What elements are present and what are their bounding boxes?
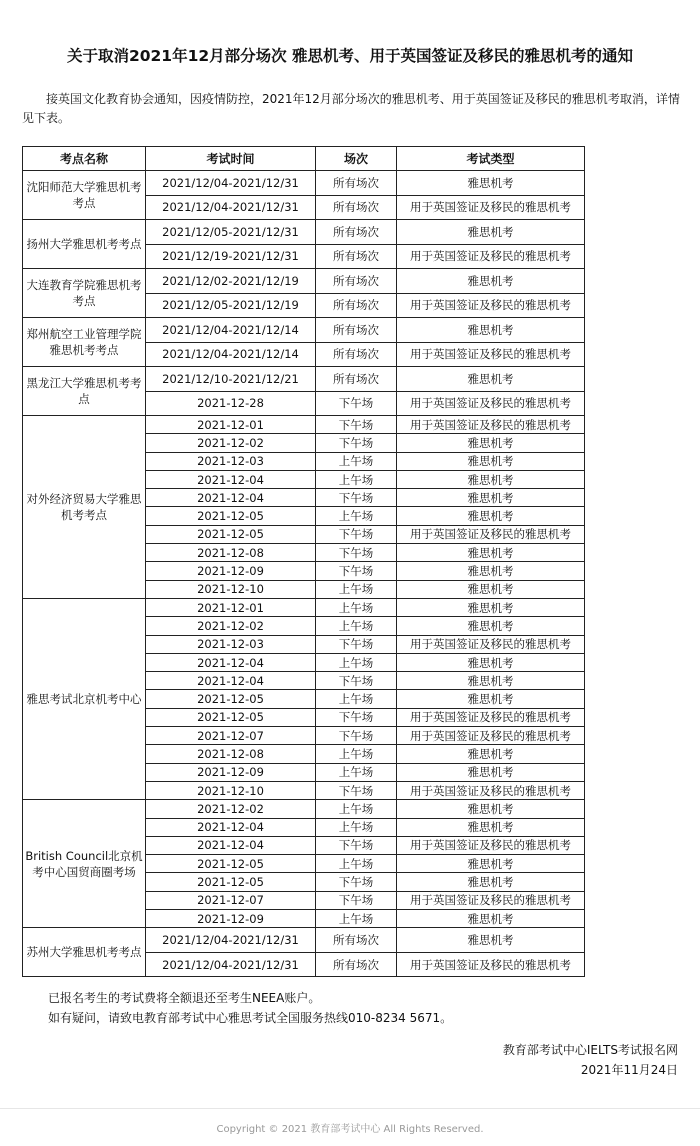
session-cell: 下午场 <box>316 391 397 416</box>
table-row <box>23 598 585 616</box>
site-name-cell: 大连教育学院雅思机考考点 <box>23 269 146 318</box>
exam-type-cell: 雅思机考 <box>397 580 585 598</box>
exam-type-cell: 用于英国签证及移民的雅思机考 <box>397 891 585 909</box>
session-cell: 下午场 <box>316 708 397 726</box>
site-name-cell: 苏州大学雅思机考考点 <box>23 928 146 977</box>
exam-time-cell: 2021-12-09 <box>146 562 316 580</box>
exam-type-cell: 雅思机考 <box>397 544 585 562</box>
exam-time-cell: 2021-12-05 <box>146 855 316 873</box>
session-cell: 所有场次 <box>316 928 397 953</box>
session-cell: 下午场 <box>316 416 397 434</box>
copyright-footer: Copyright © 2021 教育部考试中心 All Rights Reserved. <box>216 1124 484 1135</box>
session-cell: 所有场次 <box>316 367 397 392</box>
note-hotline: 如有疑问，请致电教育部考试中心雅思考试全国服务热线010-8234 5671。 <box>48 1011 453 1025</box>
exam-time-cell: 2021/12/02-2021/12/19 <box>146 269 316 294</box>
session-cell: 上午场 <box>316 910 397 928</box>
exam-type-cell: 用于英国签证及移民的雅思机考 <box>397 195 585 220</box>
exam-type-cell: 用于英国签证及移民的雅思机考 <box>397 342 585 367</box>
header-session: 场次 <box>316 147 397 171</box>
session-cell: 下午场 <box>316 836 397 854</box>
session-cell: 所有场次 <box>316 952 397 977</box>
session-cell: 下午场 <box>316 672 397 690</box>
exam-time-cell: 2021-12-02 <box>146 800 316 818</box>
session-cell: 所有场次 <box>316 293 397 318</box>
exam-type-cell: 雅思机考 <box>397 470 585 488</box>
session-cell: 上午场 <box>316 800 397 818</box>
exam-type-cell: 雅思机考 <box>397 745 585 763</box>
session-cell: 所有场次 <box>316 342 397 367</box>
exam-type-cell: 雅思机考 <box>397 269 585 294</box>
table-row <box>23 318 585 343</box>
exam-time-cell: 2021/12/04-2021/12/31 <box>146 171 316 196</box>
signature <box>503 1040 678 1080</box>
session-cell: 所有场次 <box>316 318 397 343</box>
exam-time-cell: 2021-12-04 <box>146 836 316 854</box>
exam-time-cell: 2021-12-07 <box>146 727 316 745</box>
session-cell: 下午场 <box>316 781 397 799</box>
exam-time-cell: 2021-12-02 <box>146 434 316 452</box>
footer-divider <box>0 1108 700 1109</box>
site-name-cell: 对外经济贸易大学雅思机考考点 <box>23 416 146 599</box>
exam-type-cell: 用于英国签证及移民的雅思机考 <box>397 836 585 854</box>
header-site: 考点名称 <box>23 147 146 171</box>
cancellation-table <box>22 146 585 977</box>
exam-type-cell: 雅思机考 <box>397 763 585 781</box>
exam-time-cell: 2021-12-08 <box>146 745 316 763</box>
site-name-cell: 郑州航空工业管理学院雅思机考考点 <box>23 318 146 367</box>
exam-time-cell: 2021/12/04-2021/12/31 <box>146 952 316 977</box>
site-name-cell: British Council北京机考中心国贸商圈考场 <box>23 800 146 928</box>
exam-time-cell: 2021/12/10-2021/12/21 <box>146 367 316 392</box>
session-cell: 上午场 <box>316 507 397 525</box>
exam-type-cell: 雅思机考 <box>397 434 585 452</box>
exam-time-cell: 2021-12-01 <box>146 598 316 616</box>
table-row <box>23 800 585 818</box>
session-cell: 上午场 <box>316 763 397 781</box>
exam-time-cell: 2021-12-05 <box>146 708 316 726</box>
exam-type-cell: 用于英国签证及移民的雅思机考 <box>397 416 585 434</box>
exam-type-cell: 雅思机考 <box>397 672 585 690</box>
exam-time-cell: 2021-12-07 <box>146 891 316 909</box>
exam-type-cell: 雅思机考 <box>397 910 585 928</box>
exam-time-cell: 2021/12/19-2021/12/31 <box>146 244 316 269</box>
note-refund: 已报名考生的考试费将全额退还至考生NEEA账户。 <box>48 991 321 1005</box>
signature-date: 2021年11月24日 <box>580 1063 678 1077</box>
exam-time-cell: 2021-12-05 <box>146 690 316 708</box>
exam-type-cell: 雅思机考 <box>397 562 585 580</box>
exam-time-cell: 2021/12/04-2021/12/14 <box>146 318 316 343</box>
exam-type-cell: 雅思机考 <box>397 617 585 635</box>
session-cell: 所有场次 <box>316 220 397 245</box>
exam-type-cell: 用于英国签证及移民的雅思机考 <box>397 391 585 416</box>
exam-time-cell: 2021-12-05 <box>146 873 316 891</box>
exam-type-cell: 用于英国签证及移民的雅思机考 <box>397 244 585 269</box>
exam-type-cell: 雅思机考 <box>397 367 585 392</box>
session-cell: 上午场 <box>316 855 397 873</box>
exam-time-cell: 2021/12/05-2021/12/19 <box>146 293 316 318</box>
exam-time-cell: 2021-12-05 <box>146 507 316 525</box>
exam-type-cell: 用于英国签证及移民的雅思机考 <box>397 781 585 799</box>
exam-time-cell: 2021-12-04 <box>146 489 316 507</box>
session-cell: 所有场次 <box>316 171 397 196</box>
exam-time-cell: 2021-12-01 <box>146 416 316 434</box>
session-cell: 下午场 <box>316 562 397 580</box>
exam-time-cell: 2021-12-09 <box>146 910 316 928</box>
exam-time-cell: 2021/12/05-2021/12/31 <box>146 220 316 245</box>
table-row <box>23 269 585 294</box>
exam-type-cell: 雅思机考 <box>397 171 585 196</box>
exam-time-cell: 2021-12-02 <box>146 617 316 635</box>
exam-type-cell: 用于英国签证及移民的雅思机考 <box>397 525 585 543</box>
exam-time-cell: 2021-12-10 <box>146 781 316 799</box>
session-cell: 下午场 <box>316 434 397 452</box>
session-cell: 上午场 <box>316 818 397 836</box>
table-header-row <box>23 147 585 171</box>
signature-org: 教育部考试中心IELTS考试报名网 <box>502 1043 678 1057</box>
session-cell: 所有场次 <box>316 269 397 294</box>
exam-type-cell: 雅思机考 <box>397 873 585 891</box>
exam-type-cell: 雅思机考 <box>397 452 585 470</box>
exam-type-cell: 用于英国签证及移民的雅思机考 <box>397 952 585 977</box>
exam-type-cell: 雅思机考 <box>397 690 585 708</box>
table-row <box>23 928 585 953</box>
table-row <box>23 416 585 434</box>
table-row <box>23 220 585 245</box>
exam-time-cell: 2021-12-04 <box>146 470 316 488</box>
exam-time-cell: 2021-12-03 <box>146 635 316 653</box>
exam-time-cell: 2021-12-04 <box>146 818 316 836</box>
exam-time-cell: 2021-12-04 <box>146 653 316 671</box>
table-row <box>23 171 585 196</box>
header-type: 考试类型 <box>397 147 585 171</box>
exam-type-cell: 雅思机考 <box>397 800 585 818</box>
exam-time-cell: 2021-12-10 <box>146 580 316 598</box>
exam-time-cell: 2021-12-05 <box>146 525 316 543</box>
exam-type-cell: 雅思机考 <box>397 855 585 873</box>
session-cell: 下午场 <box>316 635 397 653</box>
session-cell: 下午场 <box>316 727 397 745</box>
exam-time-cell: 2021/12/04-2021/12/31 <box>146 195 316 220</box>
site-name-cell: 黑龙江大学雅思机考考点 <box>23 367 146 416</box>
exam-type-cell: 用于英国签证及移民的雅思机考 <box>397 708 585 726</box>
exam-type-cell: 雅思机考 <box>397 220 585 245</box>
exam-type-cell: 雅思机考 <box>397 928 585 953</box>
session-cell: 上午场 <box>316 653 397 671</box>
notes <box>48 988 452 1028</box>
session-cell: 上午场 <box>316 470 397 488</box>
session-cell: 下午场 <box>316 544 397 562</box>
session-cell: 下午场 <box>316 891 397 909</box>
exam-type-cell: 雅思机考 <box>397 598 585 616</box>
session-cell: 下午场 <box>316 525 397 543</box>
session-cell: 所有场次 <box>316 244 397 269</box>
exam-time-cell: 2021/12/04-2021/12/31 <box>146 928 316 953</box>
intro-paragraph <box>22 90 682 128</box>
session-cell: 上午场 <box>316 580 397 598</box>
table-body <box>23 171 585 977</box>
exam-type-cell: 用于英国签证及移民的雅思机考 <box>397 293 585 318</box>
session-cell: 上午场 <box>316 690 397 708</box>
session-cell: 上午场 <box>316 745 397 763</box>
exam-type-cell: 雅思机考 <box>397 318 585 343</box>
exam-type-cell: 雅思机考 <box>397 489 585 507</box>
exam-type-cell: 雅思机考 <box>397 507 585 525</box>
exam-time-cell: 2021-12-08 <box>146 544 316 562</box>
exam-time-cell: 2021/12/04-2021/12/14 <box>146 342 316 367</box>
exam-type-cell: 雅思机考 <box>397 818 585 836</box>
exam-type-cell: 雅思机考 <box>397 653 585 671</box>
session-cell: 下午场 <box>316 873 397 891</box>
document-title: 关于取消2021年12月部分场次 雅思机考、用于英国签证及移民的雅思机考的通知 <box>66 47 634 65</box>
session-cell: 上午场 <box>316 598 397 616</box>
exam-time-cell: 2021-12-03 <box>146 452 316 470</box>
exam-time-cell: 2021-12-09 <box>146 763 316 781</box>
site-name-cell: 扬州大学雅思机考考点 <box>23 220 146 269</box>
exam-type-cell: 用于英国签证及移民的雅思机考 <box>397 635 585 653</box>
session-cell: 所有场次 <box>316 195 397 220</box>
exam-time-cell: 2021-12-28 <box>146 391 316 416</box>
site-name-cell: 雅思考试北京机考中心 <box>23 598 146 799</box>
session-cell: 上午场 <box>316 452 397 470</box>
session-cell: 上午场 <box>316 617 397 635</box>
exam-type-cell: 用于英国签证及移民的雅思机考 <box>397 727 585 745</box>
header-time: 考试时间 <box>146 147 316 171</box>
intro-text: 接英国文化教育协会通知，因疫情防控，2021年12月部分场次的雅思机考、用于英国签证及移民的雅思机考取消，详情见下表。 <box>22 92 680 125</box>
session-cell: 下午场 <box>316 489 397 507</box>
site-name-cell: 沈阳师范大学雅思机考考点 <box>23 171 146 220</box>
table-row <box>23 367 585 392</box>
exam-time-cell: 2021-12-04 <box>146 672 316 690</box>
